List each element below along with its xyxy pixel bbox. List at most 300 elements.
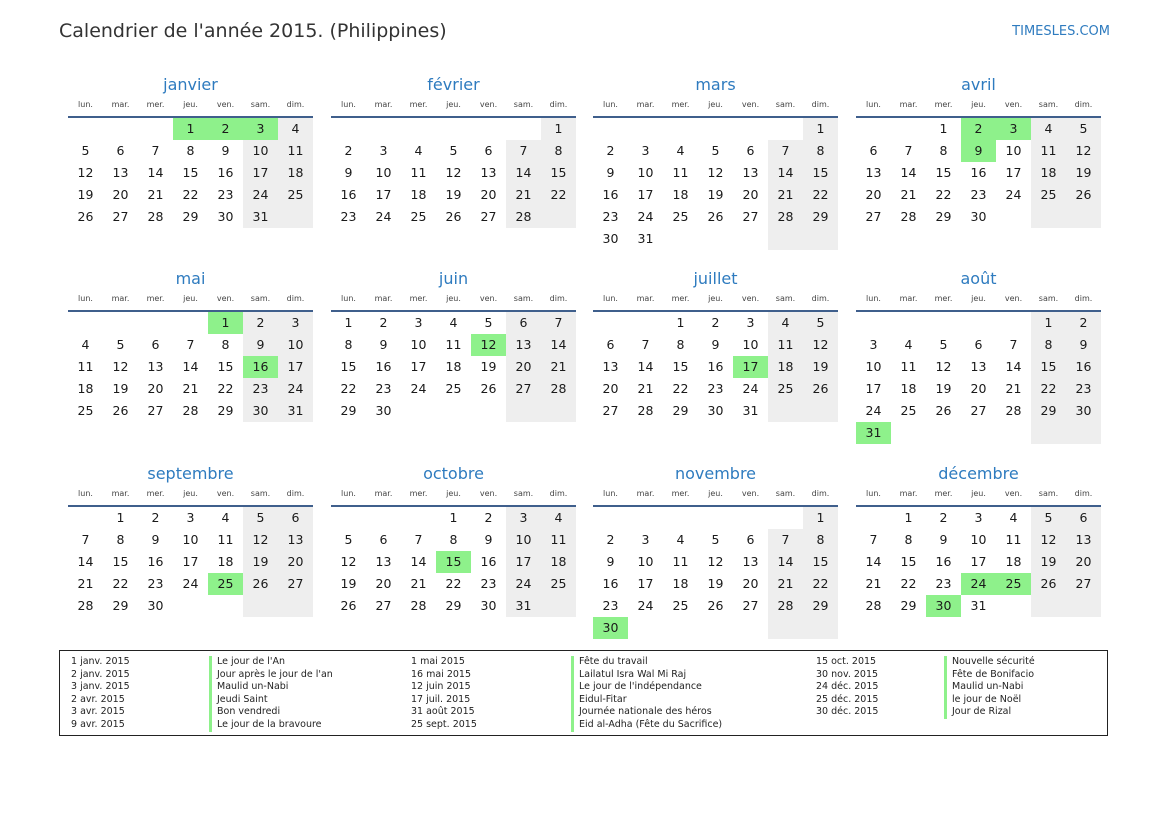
day-cell: 13 xyxy=(602,359,619,374)
empty-cell xyxy=(856,507,891,529)
day-cell: 14 xyxy=(182,359,199,374)
day-cell: 26 xyxy=(445,209,462,224)
day-cell: 30 xyxy=(926,595,961,617)
legend-names-column xyxy=(944,656,1035,719)
day-cell: 16 xyxy=(243,356,278,378)
day-cell: 7 xyxy=(768,140,803,162)
day-cell: 25 xyxy=(77,403,94,418)
month-11 xyxy=(856,463,1101,617)
day-cell: 8 xyxy=(186,143,195,158)
day-cell: 4 xyxy=(278,118,313,140)
day-cell: 10 xyxy=(278,334,313,356)
weekday-label: mar. xyxy=(636,489,655,498)
weekday-label: mar. xyxy=(374,294,393,303)
empty-cell xyxy=(1066,422,1101,444)
day-cell: 7 xyxy=(81,532,90,547)
weekday-label: mer. xyxy=(934,294,953,303)
week-row xyxy=(856,356,1101,378)
day-cell: 23 xyxy=(1066,378,1101,400)
month-name: avril xyxy=(961,75,996,94)
weekday-label: sam. xyxy=(250,100,271,109)
day-cell: 18 xyxy=(1031,162,1066,184)
day-cell: 24 xyxy=(637,598,654,613)
day-cell: 19 xyxy=(935,381,952,396)
day-cell: 19 xyxy=(1066,162,1101,184)
holiday-date: 12 juin 2015 xyxy=(411,681,471,693)
day-cell: 21 xyxy=(541,356,576,378)
week-row xyxy=(68,529,313,551)
day-cell: 29 xyxy=(1031,400,1066,422)
day-cell: 4 xyxy=(676,532,685,547)
day-cell: 5 xyxy=(803,312,838,334)
weekday-label: ven. xyxy=(479,294,498,303)
day-cell: 22 xyxy=(1031,378,1066,400)
day-cell: 26 xyxy=(1066,184,1101,206)
week-row xyxy=(331,118,576,140)
month-name: septembre xyxy=(147,464,234,483)
day-cell: 29 xyxy=(112,598,129,613)
day-cell: 10 xyxy=(375,165,392,180)
day-cell: 22 xyxy=(672,381,689,396)
day-cell: 4 xyxy=(221,510,230,525)
empty-cell xyxy=(1031,595,1066,617)
day-cell: 11 xyxy=(1005,532,1022,547)
day-cell: 28 xyxy=(768,206,803,228)
day-cell: 2 xyxy=(606,143,615,158)
day-cell: 19 xyxy=(707,187,724,202)
holiday-date: 2 janv. 2015 xyxy=(71,668,130,680)
day-cell: 25 xyxy=(208,573,243,595)
weekday-label: mar. xyxy=(899,100,918,109)
day-cell: 6 xyxy=(869,143,878,158)
empty-cell xyxy=(803,228,838,250)
empty-cell xyxy=(541,206,576,228)
weekday-label: ven. xyxy=(1004,100,1023,109)
day-cell: 9 xyxy=(243,334,278,356)
day-cell: 7 xyxy=(541,312,576,334)
day-cell: 11 xyxy=(900,359,917,374)
weekday-label: mar. xyxy=(636,294,655,303)
weekday-label: dim. xyxy=(1074,100,1093,109)
day-cell: 10 xyxy=(182,532,199,547)
day-cell: 14 xyxy=(768,551,803,573)
day-cell: 6 xyxy=(746,143,755,158)
empty-cell xyxy=(768,617,803,639)
day-cell: 10 xyxy=(506,529,541,551)
day-cell: 26 xyxy=(707,209,724,224)
day-cell: 8 xyxy=(676,337,685,352)
day-cell: 16 xyxy=(935,554,952,569)
weekday-header xyxy=(331,487,576,507)
day-cell: 2 xyxy=(379,315,388,330)
day-cell: 9 xyxy=(379,337,388,352)
empty-cell xyxy=(593,118,628,140)
week-row xyxy=(856,206,1101,228)
month-name: février xyxy=(427,75,480,94)
day-cell: 20 xyxy=(278,551,313,573)
day-cell: 4 xyxy=(904,337,913,352)
week-row xyxy=(68,356,313,378)
day-cell: 9 xyxy=(939,532,948,547)
day-cell: 16 xyxy=(340,187,357,202)
day-cell: 15 xyxy=(672,359,689,374)
day-cell: 4 xyxy=(81,337,90,352)
weekday-label: sam. xyxy=(250,294,271,303)
day-cell: 1 xyxy=(803,507,838,529)
day-cell: 7 xyxy=(869,532,878,547)
empty-cell xyxy=(243,595,278,617)
day-cell: 31 xyxy=(506,595,541,617)
day-cell: 16 xyxy=(707,359,724,374)
day-cell: 6 xyxy=(278,507,313,529)
day-cell: 14 xyxy=(506,162,541,184)
day-cell: 29 xyxy=(935,209,952,224)
day-cell: 22 xyxy=(182,187,199,202)
day-cell: 19 xyxy=(707,576,724,591)
day-cell: 29 xyxy=(340,403,357,418)
day-cell: 20 xyxy=(742,187,759,202)
empty-cell xyxy=(208,595,243,617)
day-cell: 29 xyxy=(900,598,917,613)
week-row xyxy=(856,184,1101,206)
day-cell: 29 xyxy=(182,209,199,224)
day-cell: 10 xyxy=(865,359,882,374)
weekday-label: dim. xyxy=(811,489,830,498)
weekday-label: lun. xyxy=(603,489,618,498)
week-row xyxy=(331,529,576,551)
day-cell: 19 xyxy=(803,356,838,378)
weekday-label: jeu. xyxy=(708,294,723,303)
weekday-header xyxy=(593,487,838,507)
day-cell: 4 xyxy=(414,143,423,158)
empty-cell xyxy=(768,228,803,250)
weekday-label: jeu. xyxy=(183,100,198,109)
day-cell: 27 xyxy=(1066,573,1101,595)
day-cell: 2 xyxy=(711,315,720,330)
weekday-label: mer. xyxy=(146,489,165,498)
day-cell: 9 xyxy=(961,140,996,162)
weekday-label: dim. xyxy=(1074,489,1093,498)
day-cell: 20 xyxy=(375,576,392,591)
empty-cell xyxy=(996,206,1031,228)
day-cell: 15 xyxy=(541,162,576,184)
day-cell: 24 xyxy=(506,573,541,595)
holiday-name: Eidul-Fitar xyxy=(571,694,722,707)
month-name: juin xyxy=(438,269,469,288)
day-cell: 23 xyxy=(602,209,619,224)
day-cell: 22 xyxy=(445,576,462,591)
day-cell: 4 xyxy=(541,507,576,529)
week-row xyxy=(593,400,838,422)
day-cell: 2 xyxy=(208,118,243,140)
month-name: décembre xyxy=(938,464,1019,483)
day-cell: 31 xyxy=(243,206,278,228)
holiday-date: 31 août 2015 xyxy=(411,706,475,718)
day-cell: 5 xyxy=(711,532,720,547)
holiday-name: Jour de Rizal xyxy=(944,706,1035,719)
weekday-label: sam. xyxy=(775,294,796,303)
month-8 xyxy=(68,463,313,617)
day-cell: 19 xyxy=(243,551,278,573)
day-cell: 18 xyxy=(541,551,576,573)
day-cell: 30 xyxy=(243,400,278,422)
day-cell: 8 xyxy=(939,143,948,158)
empty-cell xyxy=(733,617,768,639)
weekday-label: lun. xyxy=(341,489,356,498)
week-row xyxy=(593,334,838,356)
day-cell: 8 xyxy=(803,140,838,162)
weekday-label: jeu. xyxy=(446,100,461,109)
empty-cell xyxy=(628,507,663,529)
weekday-label: mer. xyxy=(409,100,428,109)
week-row xyxy=(331,551,576,573)
day-cell: 28 xyxy=(900,209,917,224)
day-cell: 28 xyxy=(182,403,199,418)
day-cell: 13 xyxy=(375,554,392,569)
day-cell: 26 xyxy=(935,403,952,418)
day-cell: 12 xyxy=(1031,529,1066,551)
day-cell: 3 xyxy=(414,315,423,330)
day-cell: 12 xyxy=(340,554,357,569)
day-cell: 27 xyxy=(278,573,313,595)
day-cell: 9 xyxy=(151,532,160,547)
weekday-label: ven. xyxy=(479,489,498,498)
day-cell: 30 xyxy=(147,598,164,613)
day-cell: 21 xyxy=(182,381,199,396)
day-cell: 16 xyxy=(602,187,619,202)
empty-cell xyxy=(768,507,803,529)
day-cell: 27 xyxy=(506,378,541,400)
day-cell: 6 xyxy=(151,337,160,352)
day-cell: 8 xyxy=(1031,334,1066,356)
day-cell: 7 xyxy=(641,337,650,352)
week-row xyxy=(331,573,576,595)
day-cell: 19 xyxy=(77,187,94,202)
weekday-label: jeu. xyxy=(183,489,198,498)
weekday-header xyxy=(331,292,576,312)
day-cell: 10 xyxy=(970,532,987,547)
day-cell: 16 xyxy=(375,359,392,374)
holiday-date: 30 déc. 2015 xyxy=(816,706,879,718)
day-cell: 30 xyxy=(707,403,724,418)
day-cell: 25 xyxy=(1031,184,1066,206)
day-cell: 5 xyxy=(449,143,458,158)
weekday-header xyxy=(593,292,838,312)
day-cell: 24 xyxy=(637,209,654,224)
day-cell: 3 xyxy=(641,143,650,158)
day-cell: 21 xyxy=(1005,381,1022,396)
day-cell: 14 xyxy=(147,165,164,180)
weekday-label: mar. xyxy=(636,100,655,109)
holiday-date: 1 mai 2015 xyxy=(411,656,465,667)
day-cell: 9 xyxy=(606,554,615,569)
week-row xyxy=(593,507,838,529)
day-cell: 17 xyxy=(637,187,654,202)
day-cell: 20 xyxy=(147,381,164,396)
day-cell: 18 xyxy=(445,359,462,374)
empty-cell xyxy=(856,118,891,140)
day-cell: 26 xyxy=(1031,573,1066,595)
day-cell: 6 xyxy=(484,143,493,158)
day-cell: 24 xyxy=(961,573,996,595)
day-cell: 27 xyxy=(480,209,497,224)
week-row xyxy=(68,206,313,228)
day-cell: 13 xyxy=(1066,529,1101,551)
empty-cell xyxy=(961,312,996,334)
day-cell: 6 xyxy=(746,532,755,547)
day-cell: 15 xyxy=(935,165,952,180)
day-cell: 23 xyxy=(602,598,619,613)
day-cell: 23 xyxy=(375,381,392,396)
day-cell: 30 xyxy=(602,231,619,246)
day-cell: 21 xyxy=(147,187,164,202)
day-cell: 1 xyxy=(904,510,913,525)
week-row xyxy=(856,573,1101,595)
day-cell: 5 xyxy=(1031,507,1066,529)
weekday-label: sam. xyxy=(775,100,796,109)
holiday-date: 16 mai 2015 xyxy=(411,668,472,680)
day-cell: 20 xyxy=(970,381,987,396)
month-9 xyxy=(331,463,576,617)
day-cell: 16 xyxy=(147,554,164,569)
empty-cell xyxy=(138,312,173,334)
empty-cell xyxy=(996,595,1031,617)
day-cell: 20 xyxy=(602,381,619,396)
weekday-label: sam. xyxy=(1038,100,1059,109)
empty-cell xyxy=(506,400,541,422)
day-cell: 13 xyxy=(147,359,164,374)
month-name: août xyxy=(960,269,997,288)
day-cell: 13 xyxy=(480,165,497,180)
week-row xyxy=(856,551,1101,573)
holiday-name: Lailatul Isra Wal Mi Raj xyxy=(571,669,722,682)
day-cell: 4 xyxy=(1009,510,1018,525)
week-row xyxy=(593,312,838,334)
empty-cell xyxy=(698,617,733,639)
week-row xyxy=(68,184,313,206)
day-cell: 5 xyxy=(344,532,353,547)
day-cell: 5 xyxy=(939,337,948,352)
empty-cell xyxy=(436,400,471,422)
day-cell: 1 xyxy=(939,121,948,136)
day-cell: 6 xyxy=(506,312,541,334)
weekday-label: dim. xyxy=(286,100,305,109)
empty-cell xyxy=(961,422,996,444)
day-cell: 12 xyxy=(112,359,129,374)
day-cell: 11 xyxy=(77,359,94,374)
day-cell: 28 xyxy=(865,598,882,613)
day-cell: 12 xyxy=(471,334,506,356)
holiday-name: Le jour de l'indépendance xyxy=(571,681,722,694)
weekday-label: dim. xyxy=(549,294,568,303)
weekday-label: jeu. xyxy=(708,489,723,498)
weekday-header xyxy=(856,292,1101,312)
week-row xyxy=(593,356,838,378)
day-cell: 15 xyxy=(340,359,357,374)
day-cell: 26 xyxy=(340,598,357,613)
legend-dates-column xyxy=(411,656,477,732)
week-row xyxy=(331,206,576,228)
week-row xyxy=(856,140,1101,162)
day-cell: 13 xyxy=(278,529,313,551)
day-cell: 10 xyxy=(742,337,759,352)
weekday-label: ven. xyxy=(741,100,760,109)
week-row xyxy=(331,312,576,334)
day-cell: 16 xyxy=(480,554,497,569)
day-cell: 8 xyxy=(344,337,353,352)
week-row xyxy=(593,529,838,551)
day-cell: 25 xyxy=(900,403,917,418)
weekday-label: sam. xyxy=(775,489,796,498)
empty-cell xyxy=(663,617,698,639)
day-cell: 28 xyxy=(541,378,576,400)
week-row xyxy=(331,378,576,400)
empty-cell xyxy=(401,118,436,140)
site-link[interactable]: TIMESLES.COM xyxy=(1012,24,1110,39)
empty-cell xyxy=(891,118,926,140)
weekday-label: jeu. xyxy=(708,100,723,109)
day-cell: 9 xyxy=(484,532,493,547)
day-cell: 27 xyxy=(375,598,392,613)
day-cell: 15 xyxy=(803,551,838,573)
holiday-date: 25 déc. 2015 xyxy=(816,693,879,705)
week-row xyxy=(68,573,313,595)
week-row xyxy=(331,400,576,422)
empty-cell xyxy=(926,422,961,444)
empty-cell xyxy=(366,118,401,140)
month-1 xyxy=(331,74,576,228)
empty-cell xyxy=(331,507,366,529)
day-cell: 6 xyxy=(116,143,125,158)
empty-cell xyxy=(401,507,436,529)
empty-cell xyxy=(628,312,663,334)
week-row xyxy=(856,507,1101,529)
day-cell: 20 xyxy=(480,187,497,202)
day-cell: 8 xyxy=(904,532,913,547)
day-cell: 14 xyxy=(1005,359,1022,374)
holiday-name: Eid al-Adha (Fête du Sacrifice) xyxy=(571,719,722,732)
day-cell: 27 xyxy=(742,209,759,224)
empty-cell xyxy=(663,118,698,140)
week-row xyxy=(593,595,838,617)
day-cell: 29 xyxy=(217,403,234,418)
weekday-label: mer. xyxy=(934,100,953,109)
week-row xyxy=(331,507,576,529)
day-cell: 8 xyxy=(221,337,230,352)
weekday-label: jeu. xyxy=(183,294,198,303)
day-cell: 7 xyxy=(414,532,423,547)
day-cell: 19 xyxy=(445,187,462,202)
weekday-label: ven. xyxy=(741,294,760,303)
weekday-label: sam. xyxy=(1038,294,1059,303)
day-cell: 28 xyxy=(77,598,94,613)
holiday-date: 2 avr. 2015 xyxy=(71,693,125,705)
weekday-label: mer. xyxy=(671,100,690,109)
weekday-label: lun. xyxy=(603,294,618,303)
day-cell: 7 xyxy=(768,529,803,551)
weekday-label: dim. xyxy=(811,100,830,109)
weekday-label: lun. xyxy=(866,294,881,303)
week-row xyxy=(856,400,1101,422)
day-cell: 29 xyxy=(803,595,838,617)
day-cell: 12 xyxy=(707,165,724,180)
weekday-label: ven. xyxy=(1004,489,1023,498)
day-cell: 24 xyxy=(742,381,759,396)
day-cell: 19 xyxy=(340,576,357,591)
day-cell: 22 xyxy=(541,184,576,206)
week-row xyxy=(331,184,576,206)
day-cell: 21 xyxy=(768,573,803,595)
